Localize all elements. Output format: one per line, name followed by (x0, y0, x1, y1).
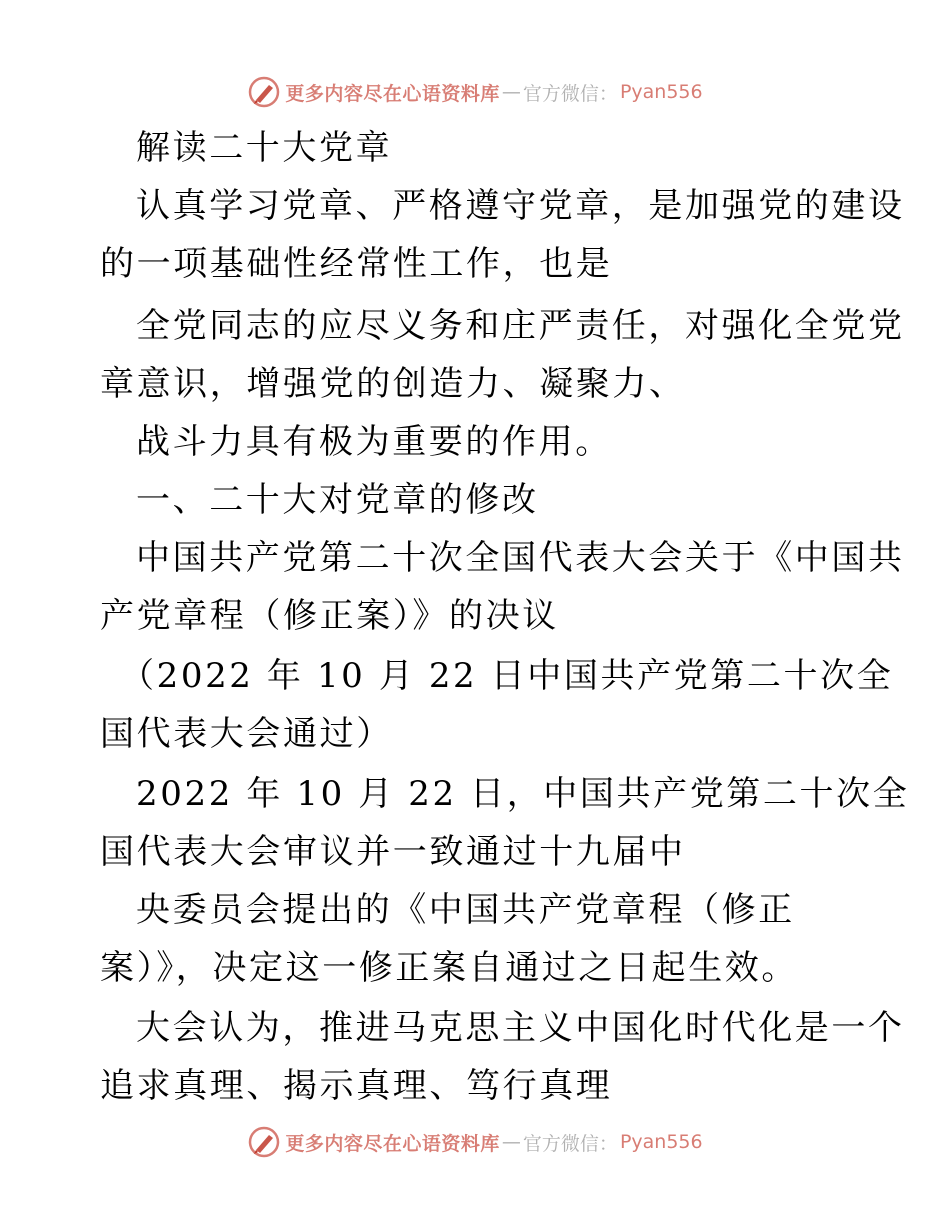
paragraph-line: 国代表大会审议并一致通过十九届中 (100, 832, 686, 872)
header-watermark (0, 72, 950, 112)
paragraph-line: 战斗力具有极为重要的作用。 (136, 422, 612, 462)
pen-logo-icon (247, 75, 281, 109)
pen-logo-icon (247, 1125, 281, 1159)
watermark-wechat-id: Pyan556 (619, 81, 703, 103)
document-title: 解读二十大党章 (136, 128, 393, 168)
watermark-official-label: 官方微信： (522, 1132, 618, 1155)
paragraph-line: 产党章程（修正案）》的决议 (100, 596, 559, 636)
watermark-dash: — (501, 1131, 521, 1153)
paragraph-line: 中国共产党第二十次全国代表大会关于《中国共 (136, 538, 905, 578)
watermark-site-text: 更多内容尽在心语资料库 (285, 82, 500, 105)
watermark-official-label: 官方微信： (522, 82, 618, 105)
paragraph-line: 全党同志的应尽义务和庄严责任，对强化全党党 (136, 306, 905, 346)
paragraph-line: 2022 年 10 月 22 日，中国共产党第二十次全 (136, 774, 910, 814)
paragraph-line: 的一项基础性经常性工作，也是 (100, 244, 613, 284)
paragraph-line: 章意识，增强党的创造力、凝聚力、 (100, 364, 686, 404)
paragraph-line: 大会认为，推进马克思主义中国化时代化是一个 (136, 1008, 905, 1048)
paragraph-line: （2022 年 10 月 22 日中国共产党第二十次全 (120, 656, 894, 696)
paragraph-line: 追求真理、揭示真理、笃行真理 (100, 1066, 613, 1106)
watermark-dash: — (501, 81, 521, 103)
paragraph-line: 央委员会提出的《中国共产党章程（修正 (136, 890, 795, 930)
watermark-site-text: 更多内容尽在心语资料库 (285, 1132, 500, 1155)
footer-watermark (0, 1122, 950, 1162)
watermark-wechat-id: Pyan556 (619, 1131, 703, 1153)
section-heading: 一、二十大对党章的修改 (136, 480, 539, 520)
paragraph-line: 案）》，决定这一修正案自通过之日起生效。 (100, 948, 798, 988)
paragraph-line: 认真学习党章、严格遵守党章，是加强党的建设 (136, 186, 905, 226)
paragraph-line: 国代表大会通过） (100, 714, 393, 754)
